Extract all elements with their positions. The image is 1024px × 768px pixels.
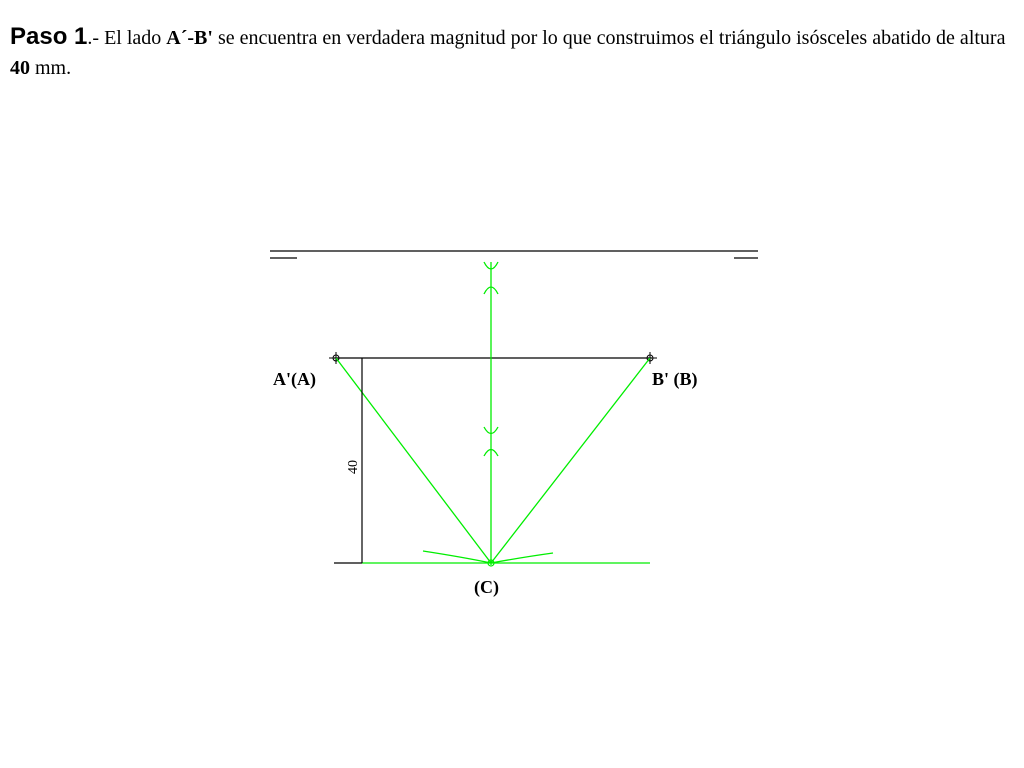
label-c: (C)	[474, 577, 499, 597]
caption-text-2: se encuentra en verdadera magnitud por lo que construimos el triángulo isósceles abatido de altura	[212, 27, 1006, 49]
label-b: B' (B)	[652, 369, 698, 389]
vertex-arc-left	[423, 551, 491, 563]
caption-text-1: El lado	[104, 27, 167, 49]
caption-unit: mm.	[30, 57, 72, 79]
label-a: A'(A)	[273, 369, 316, 389]
step-title: Paso 1	[10, 23, 88, 50]
height-value: 40	[10, 57, 30, 79]
segment-name: A´-B'	[166, 27, 213, 49]
caption-separator: .-	[87, 27, 105, 49]
side-b-c	[491, 358, 650, 563]
dimension-label: 40	[346, 460, 361, 474]
vertex-arc-right	[491, 553, 553, 563]
